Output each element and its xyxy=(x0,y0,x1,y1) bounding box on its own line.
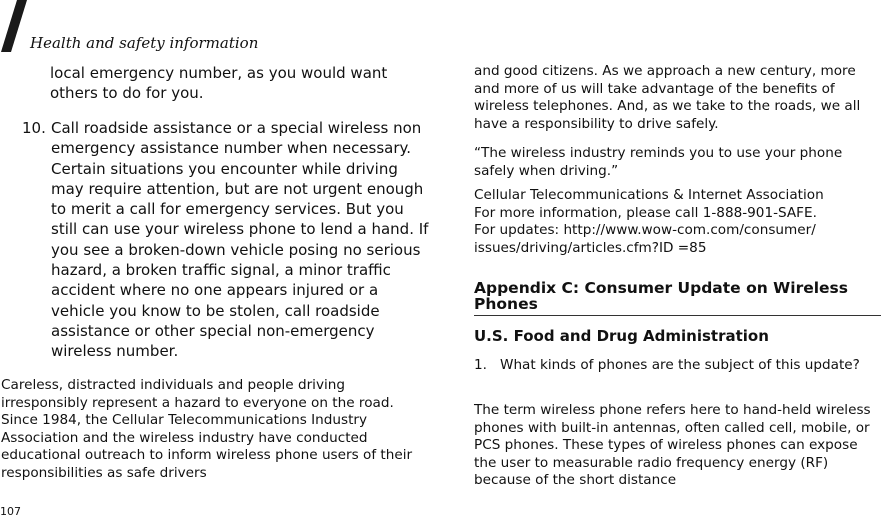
list-item-continuation: local emergency number, as you would want others to do for you. xyxy=(50,64,388,102)
list-item-number: 10. xyxy=(22,119,46,137)
left-column xyxy=(0,0,440,520)
right-column xyxy=(474,0,881,520)
contact-line: For more information, please call 1-888-901-SAFE. xyxy=(474,204,817,221)
body-paragraph: and good citizens. As we approach a new century, more and more of us will take advantage of the benefits of wireless telephones. And, as we take to the roads, we all have a responsibility to drive safely. xyxy=(474,63,861,132)
page-number: 107 xyxy=(0,505,21,518)
contact-line: issues/driving/articles.cfm?ID =85 xyxy=(474,239,707,256)
list-item-text: Call roadside assistance or a special wireless non emergency assistance number when necessary. Certain situations you encounter while driving may require attention, but are not urgent enough to merit a call for emergency services. But you still can use your wireless phone to lend a hand. If you see a broken-down vehicle posing no serious hazard, a broken traffic signal, a minor traffic accident where no one appears injured or a vehicle you know to be stolen, call roadside assistance or other special non-emergency wireless number. xyxy=(51,119,429,361)
question-number: 1. xyxy=(474,357,487,373)
contact-block xyxy=(474,187,881,257)
contact-line: Cellular Telecommunications & Internet Association xyxy=(474,187,824,203)
contact-line: For updates: http://www.wow-com.com/consumer/ xyxy=(474,222,816,239)
body-paragraph: The term wireless phone refers here to hand-held wireless phones with built-in antennas, often called cell, mobile, or PCS phones. These types of wireless phones can expose the user to measurable radio frequency energy (RF) because of the short distance xyxy=(474,402,871,489)
question-text: What kinds of phones are the subject of this update? xyxy=(500,357,860,373)
quote-paragraph: “The wireless industry reminds you to use your phone safely when driving.” xyxy=(474,145,843,179)
appendix-heading: Appendix C: Consumer Update on Wireless Phones xyxy=(474,280,881,316)
body-paragraph: Careless, distracted individuals and people driving irresponsibly represent a hazard to everyone on the road. Since 1984, the Cellular Telecommunications Industry Association and the wireless industry have conducted educational outreach to inform wireless phone users of their responsibilities as safe drivers xyxy=(1,377,413,481)
section-header-title: Health and safety information xyxy=(30,34,259,52)
subheading: U.S. Food and Drug Administration xyxy=(474,327,769,345)
